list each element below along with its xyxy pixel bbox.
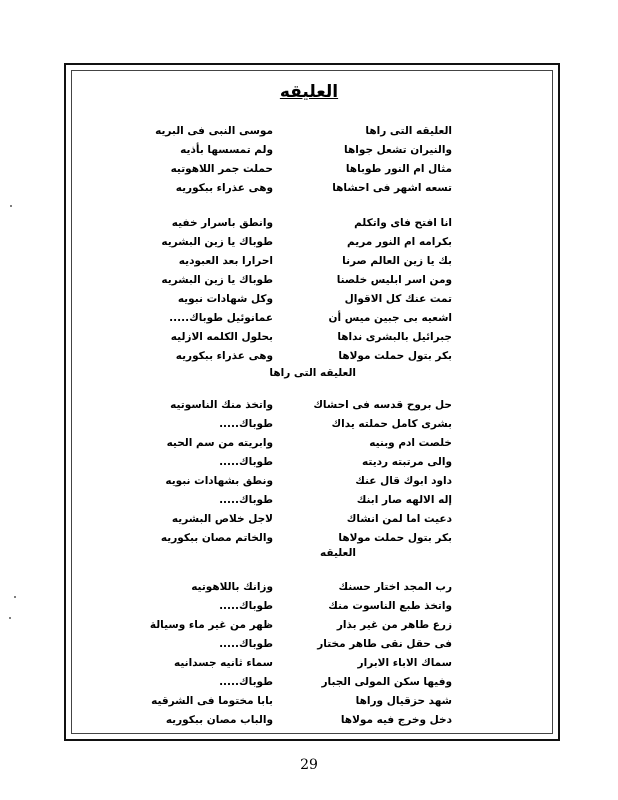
verse-right: دخل وخرج فيه مولاها: [340, 714, 452, 726]
scan-speck: [10, 205, 12, 207]
verse-left: طوباك.....: [219, 456, 273, 468]
verse-left: طوباك.....: [219, 418, 273, 430]
verse-right: داود ابوك قال عنك: [355, 475, 452, 487]
verse-left: ولم تمسسها بأذيه: [180, 144, 273, 156]
verse-left: طوباك.....: [219, 676, 273, 688]
verse-right: مثال ام النور طوباها: [345, 163, 452, 175]
verse-left: وهى عذراء ببكوريه: [175, 350, 273, 362]
verse-right: حل بروح قدسه فى احشاك: [313, 399, 452, 411]
verse-left: والخاتم مصان ببكوريه: [160, 532, 273, 544]
verse-right: واتخذ طبع الناسوت منك: [328, 600, 452, 612]
verse-left: بابا مختوما فى الشرقيه: [151, 695, 273, 707]
verse-left: وزانك باللاهوتيه: [191, 581, 273, 593]
verse-right: شهد حزقيال وراها: [355, 695, 452, 707]
verse-right: اشعيه بى جبين ميس أن: [328, 312, 452, 324]
verse-right: والنيران تشعل جواها: [344, 144, 452, 156]
verse-left: عمانوئيل طوباك.....: [169, 312, 273, 324]
verse-right: زرع طاهر من غير بذار: [336, 619, 452, 631]
verse-right: بكرامه ام النور مريم: [347, 236, 452, 248]
verse-left: والباب مصان ببكوريه: [165, 714, 273, 726]
refrain: العليقه: [320, 547, 356, 559]
verse-left: واتخذ منك الناسوتيه: [170, 399, 273, 411]
verse-left: وانطق باسرار خفيه: [171, 217, 273, 229]
verse-left: لاجل خلاص البشريه: [171, 513, 273, 525]
verse-right: بك يا زين العالم صرنا: [342, 255, 452, 267]
page-border-inner: [71, 70, 553, 734]
verse-right: سماك الاباء الابرار: [357, 657, 452, 669]
verse-left: طوباك.....: [219, 494, 273, 506]
verse-right: رب المجد اختار حسنك: [338, 581, 452, 593]
verse-left: ظهر من غير ماء وسيالة: [149, 619, 273, 631]
scan-speck: [14, 596, 16, 598]
verse-right: العليقه التى راها: [365, 125, 452, 137]
verse-left: سماء ثانيه جسدانيه: [174, 657, 273, 669]
verse-left: وابريته من سم الحيه: [166, 437, 273, 449]
verse-left: موسى النبى فى البريه: [155, 125, 273, 137]
verse-right: إله الالهه صار ابنك: [356, 494, 452, 506]
verse-right: ومن اسر ابليس خلصنا: [336, 274, 452, 286]
verse-left: بحلول الكلمه الازليه: [170, 331, 273, 343]
verse-right: تسعه اشهر فى احشاها: [332, 182, 452, 194]
verse-right: وفيها سكن المولى الجبار: [321, 676, 452, 688]
verse-left: احرارا بعد العبوديه: [178, 255, 273, 267]
verse-left: طوباك.....: [219, 600, 273, 612]
verse-right: فى حقل نقى طاهر مختار: [317, 638, 452, 650]
verse-left: طوباك يا زين البشريه: [161, 236, 273, 248]
verse-left: حملت جمر اللاهوتيه: [170, 163, 273, 175]
verse-right: تمت عنك كل الاقوال: [344, 293, 452, 305]
page-number: 29: [300, 757, 318, 773]
verse-right: انا افتح فاى واتكلم: [354, 217, 452, 229]
verse-left: طوباك يا زين البشريه: [161, 274, 273, 286]
page-title: العليقه: [279, 82, 339, 102]
verse-left: ونطق بشهادات نبويه: [165, 475, 273, 487]
verse-right: والى مرتبته رديته: [362, 456, 452, 468]
verse-right: بشرى كامل حملته يداك: [331, 418, 452, 430]
verse-right: خلصت ادم وبنيه: [369, 437, 452, 449]
verse-right: بكر بتول حملت مولاها: [338, 532, 452, 544]
verse-left: طوباك.....: [219, 638, 273, 650]
scan-speck: [9, 617, 11, 619]
verse-right: بكر بتول حملت مولاها: [338, 350, 452, 362]
verse-left: وكل شهادات نبويه: [177, 293, 273, 305]
verse-right: جبرائيل بالبشرى نداها: [337, 331, 452, 343]
verse-right: دعيت اما لمن انشاك: [346, 513, 452, 525]
refrain: العليقه التى راها: [269, 367, 356, 379]
verse-left: وهى عذراء ببكوريه: [175, 182, 273, 194]
